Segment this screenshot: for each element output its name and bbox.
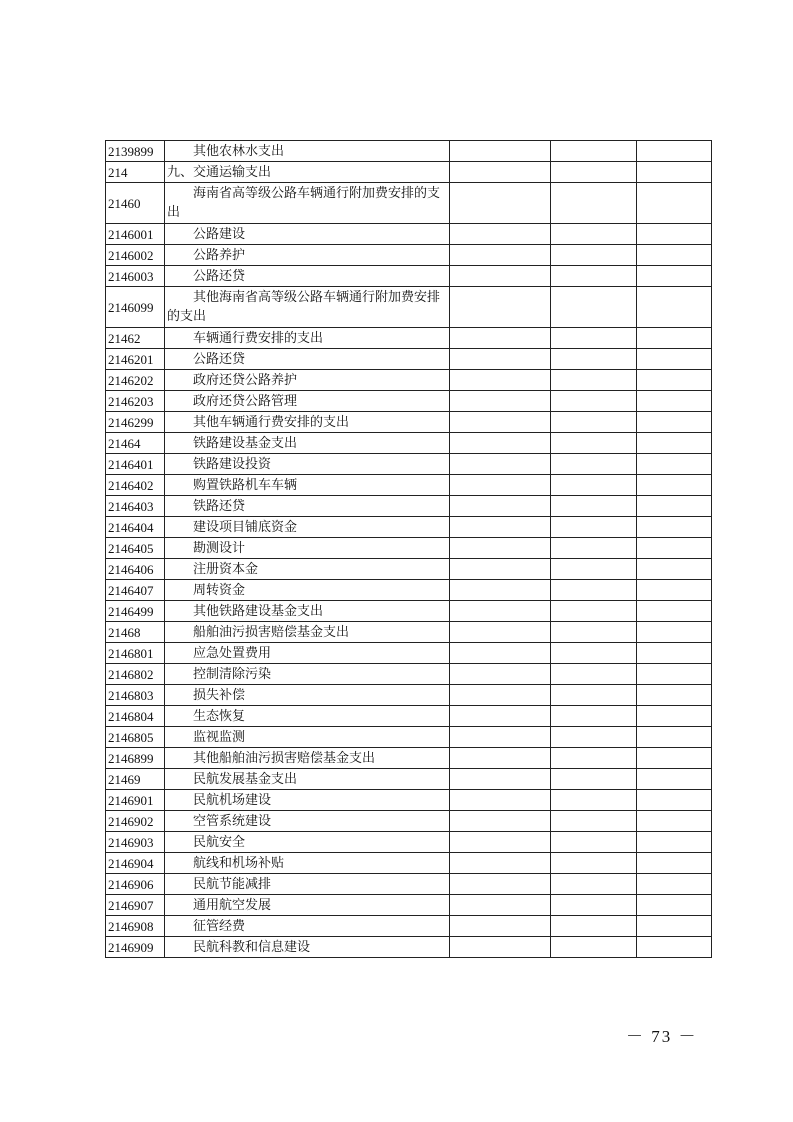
amount-cell-empty [450,287,551,328]
amount-cell-empty [551,162,637,183]
subject-name-cell [165,328,450,349]
amount-cell-empty [551,412,637,433]
subject-name-text: 建设项目铺底资金 [193,519,298,535]
amount-cell-empty [637,224,712,245]
amount-cell-empty [637,538,712,559]
table-row [106,895,712,916]
amount-cell-empty [637,874,712,895]
subject-name-text: 生态恢复 [193,708,246,724]
subject-code-cell: 2146406 [106,559,165,580]
amount-cell-empty [637,496,712,517]
subject-code-cell: 21462 [106,328,165,349]
amount-cell-empty [637,937,712,958]
subject-code-cell: 2146001 [106,224,165,245]
amount-cell-empty [637,769,712,790]
amount-cell-empty [637,664,712,685]
table-row [106,517,712,538]
subject-name-cell [165,245,450,266]
subject-name-cell [165,664,450,685]
amount-cell-empty [450,475,551,496]
subject-name-text: 注册资本金 [193,561,259,577]
amount-cell-empty [450,748,551,769]
subject-name-text: 公路还贷 [193,351,246,367]
subject-code-cell: 2146908 [106,916,165,937]
amount-cell-empty [450,266,551,287]
amount-cell-empty [450,790,551,811]
subject-name-cell [165,790,450,811]
subject-code-cell: 2146499 [106,601,165,622]
amount-cell-empty [637,391,712,412]
table-row [106,328,712,349]
amount-cell-empty [637,706,712,727]
amount-cell-empty [551,874,637,895]
amount-cell-empty [637,433,712,454]
amount-cell-empty [450,916,551,937]
amount-cell-empty [551,287,637,328]
table-row [106,287,712,328]
amount-cell-empty [551,643,637,664]
amount-cell-empty [551,748,637,769]
subject-code-cell: 214 [106,162,165,183]
amount-cell-empty [551,853,637,874]
amount-cell-empty [551,664,637,685]
amount-cell-empty [637,622,712,643]
amount-cell-empty [450,895,551,916]
table-row [106,266,712,287]
amount-cell-empty [450,538,551,559]
subject-name-text: 政府还贷公路管理 [193,393,298,409]
subject-name-text: 铁路建设基金支出 [193,435,298,451]
amount-cell-empty [450,245,551,266]
subject-code-cell: 2146403 [106,496,165,517]
table-row [106,538,712,559]
amount-cell-empty [551,183,637,224]
amount-cell-empty [450,370,551,391]
subject-name-cell [165,517,450,538]
amount-cell-empty [637,141,712,162]
amount-cell-empty [637,245,712,266]
budget-table-body [106,141,712,958]
amount-cell-empty [637,475,712,496]
amount-cell-empty [637,412,712,433]
amount-cell-empty [450,853,551,874]
subject-code-cell: 2146899 [106,748,165,769]
subject-code-cell: 2146909 [106,937,165,958]
amount-cell-empty [637,559,712,580]
subject-name-text: 公路养护 [193,247,246,263]
amount-cell-empty [551,769,637,790]
subject-name-cell [165,412,450,433]
subject-name-cell [165,727,450,748]
amount-cell-empty [637,370,712,391]
table-row [106,162,712,183]
subject-code-cell: 2146805 [106,727,165,748]
subject-name-text: 铁路建设投资 [193,456,272,472]
subject-name-text: 车辆通行费安排的支出 [193,330,324,346]
table-row [106,559,712,580]
subject-name-text: 民航安全 [193,834,246,850]
table-row [106,916,712,937]
amount-cell-empty [450,685,551,706]
subject-name-text: 公路建设 [193,226,246,242]
table-row [106,391,712,412]
subject-name-cell [165,685,450,706]
subject-name-cell [165,183,450,224]
table-row [106,706,712,727]
subject-code-cell: 2146401 [106,454,165,475]
subject-code-cell: 2146202 [106,370,165,391]
subject-name-cell [165,874,450,895]
table-row [106,141,712,162]
subject-name-text: 控制清除污染 [193,666,272,682]
subject-name-cell [165,538,450,559]
amount-cell-empty [637,183,712,224]
amount-cell-empty [551,328,637,349]
amount-cell-empty [450,162,551,183]
subject-name-cell [165,811,450,832]
subject-name-text: 其他船舶油污损害赔偿基金支出 [193,750,376,766]
subject-code-cell: 21460 [106,183,165,224]
amount-cell-empty [551,790,637,811]
amount-cell-empty [551,266,637,287]
table-row [106,496,712,517]
amount-cell-empty [551,370,637,391]
subject-name-text: 铁路还贷 [193,498,246,514]
subject-name-text: 民航机场建设 [193,792,272,808]
subject-name-text: 其他海南省高等级公路车辆通行附加费安排的支出 [167,290,441,324]
subject-name-cell [165,391,450,412]
subject-code-cell: 2146404 [106,517,165,538]
subject-name-text: 公路还贷 [193,268,246,284]
amount-cell-empty [637,895,712,916]
subject-code-cell: 2146002 [106,245,165,266]
amount-cell-empty [551,496,637,517]
table-row [106,475,712,496]
amount-cell-empty [551,622,637,643]
subject-name-cell [165,916,450,937]
subject-code-cell: 21464 [106,433,165,454]
table-row [106,643,712,664]
amount-cell-empty [450,769,551,790]
amount-cell-empty [637,266,712,287]
subject-name-cell [165,224,450,245]
amount-cell-empty [551,895,637,916]
subject-code-cell: 2146901 [106,790,165,811]
amount-cell-empty [551,349,637,370]
subject-name-text: 海南省高等级公路车辆通行附加费安排的支出 [167,186,441,220]
table-row [106,853,712,874]
table-row [106,454,712,475]
subject-name-cell [165,454,450,475]
table-row [106,412,712,433]
amount-cell-empty [450,559,551,580]
subject-code-cell: 2146801 [106,643,165,664]
amount-cell-empty [637,727,712,748]
amount-cell-empty [551,559,637,580]
subject-code-cell: 2146003 [106,266,165,287]
table-row [106,685,712,706]
subject-name-cell [165,937,450,958]
table-row [106,937,712,958]
amount-cell-empty [551,832,637,853]
table-row [106,433,712,454]
subject-code-cell: 2146904 [106,853,165,874]
amount-cell-empty [551,706,637,727]
amount-cell-empty [637,580,712,601]
subject-code-cell: 2146803 [106,685,165,706]
table-row [106,874,712,895]
subject-code-cell: 2146903 [106,832,165,853]
subject-name-cell [165,832,450,853]
subject-name-text: 其他农林水支出 [193,143,285,159]
table-row [106,622,712,643]
table-row [106,245,712,266]
subject-name-cell [165,475,450,496]
subject-name-cell [165,748,450,769]
subject-code-cell: 21468 [106,622,165,643]
subject-name-text: 通用航空发展 [193,897,272,913]
subject-code-cell: 2146405 [106,538,165,559]
subject-name-text: 损失补偿 [193,687,246,703]
subject-code-cell: 2146203 [106,391,165,412]
subject-name-text: 九、交通运输支出 [167,164,272,180]
subject-name-text: 民航发展基金支出 [193,771,298,787]
amount-cell-empty [450,224,551,245]
amount-cell-empty [637,790,712,811]
subject-name-text: 监视监测 [193,729,246,745]
subject-code-cell: 2146407 [106,580,165,601]
amount-cell-empty [450,141,551,162]
amount-cell-empty [450,454,551,475]
table-row [106,769,712,790]
subject-name-text: 民航节能减排 [193,876,272,892]
amount-cell-empty [450,664,551,685]
subject-name-cell [165,370,450,391]
subject-code-cell: 21469 [106,769,165,790]
subject-name-text: 购置铁路机车车辆 [193,477,298,493]
subject-name-cell [165,853,450,874]
amount-cell-empty [551,433,637,454]
subject-name-cell [165,769,450,790]
subject-name-cell [165,643,450,664]
subject-name-cell [165,895,450,916]
subject-name-cell [165,349,450,370]
subject-name-text: 周转资金 [193,582,246,598]
amount-cell-empty [551,601,637,622]
subject-name-cell [165,287,450,328]
amount-cell-empty [551,454,637,475]
amount-cell-empty [450,433,551,454]
table-row [106,370,712,391]
amount-cell-empty [551,727,637,748]
amount-cell-empty [637,643,712,664]
amount-cell-empty [551,517,637,538]
amount-cell-empty [450,580,551,601]
subject-name-text: 征管经费 [193,918,246,934]
amount-cell-empty [450,349,551,370]
amount-cell-empty [551,224,637,245]
amount-cell-empty [637,748,712,769]
amount-cell-empty [551,538,637,559]
subject-name-cell [165,580,450,601]
page-number: － 73 － [626,1027,698,1046]
subject-name-text: 航线和机场补贴 [193,855,285,871]
table-row [106,832,712,853]
amount-cell-empty [637,328,712,349]
amount-cell-empty [450,183,551,224]
amount-cell-empty [450,643,551,664]
amount-cell-empty [637,811,712,832]
amount-cell-empty [450,391,551,412]
subject-code-cell: 2146804 [106,706,165,727]
amount-cell-empty [637,685,712,706]
amount-cell-empty [637,916,712,937]
subject-code-cell: 2139899 [106,141,165,162]
amount-cell-empty [450,727,551,748]
subject-name-text: 其他铁路建设基金支出 [193,603,324,619]
subject-name-text: 空管系统建设 [193,813,272,829]
table-row [106,349,712,370]
subject-code-cell: 2146099 [106,287,165,328]
table-row [106,811,712,832]
amount-cell-empty [637,287,712,328]
table-row [106,748,712,769]
table-row [106,183,712,224]
amount-cell-empty [637,601,712,622]
subject-code-cell: 2146907 [106,895,165,916]
table-row [106,580,712,601]
subject-code-cell: 2146299 [106,412,165,433]
subject-name-cell [165,496,450,517]
amount-cell-empty [551,580,637,601]
amount-cell-empty [450,496,551,517]
amount-cell-empty [450,601,551,622]
amount-cell-empty [450,328,551,349]
subject-code-cell: 2146902 [106,811,165,832]
subject-code-cell: 2146802 [106,664,165,685]
amount-cell-empty [450,937,551,958]
table-row [106,790,712,811]
subject-code-cell: 2146402 [106,475,165,496]
amount-cell-empty [637,853,712,874]
amount-cell-empty [637,162,712,183]
amount-cell-empty [637,517,712,538]
amount-cell-empty [637,349,712,370]
amount-cell-empty [551,245,637,266]
subject-name-cell [165,162,450,183]
amount-cell-empty [551,391,637,412]
subject-name-cell [165,559,450,580]
table-row [106,224,712,245]
amount-cell-empty [450,874,551,895]
amount-cell-empty [450,517,551,538]
amount-cell-empty [551,141,637,162]
subject-name-text: 船舶油污损害赔偿基金支出 [193,624,350,640]
table-row [106,664,712,685]
subject-name-cell [165,622,450,643]
subject-name-cell [165,433,450,454]
amount-cell-empty [450,622,551,643]
subject-name-text: 应急处置费用 [193,645,272,661]
subject-name-cell [165,706,450,727]
amount-cell-empty [450,412,551,433]
subject-name-cell [165,141,450,162]
subject-code-cell: 2146906 [106,874,165,895]
subject-name-cell [165,266,450,287]
subject-name-text: 勘测设计 [193,540,246,556]
amount-cell-empty [637,832,712,853]
subject-name-text: 政府还贷公路养护 [193,372,298,388]
amount-cell-empty [551,937,637,958]
subject-name-cell [165,601,450,622]
amount-cell-empty [450,811,551,832]
amount-cell-empty [551,685,637,706]
subject-name-text: 其他车辆通行费安排的支出 [193,414,350,430]
table-row [106,601,712,622]
amount-cell-empty [551,811,637,832]
subject-name-text: 民航科教和信息建设 [193,939,311,955]
subject-code-cell: 2146201 [106,349,165,370]
amount-cell-empty [551,475,637,496]
budget-table [105,140,712,958]
amount-cell-empty [450,706,551,727]
amount-cell-empty [551,916,637,937]
amount-cell-empty [450,832,551,853]
table-row [106,727,712,748]
amount-cell-empty [637,454,712,475]
